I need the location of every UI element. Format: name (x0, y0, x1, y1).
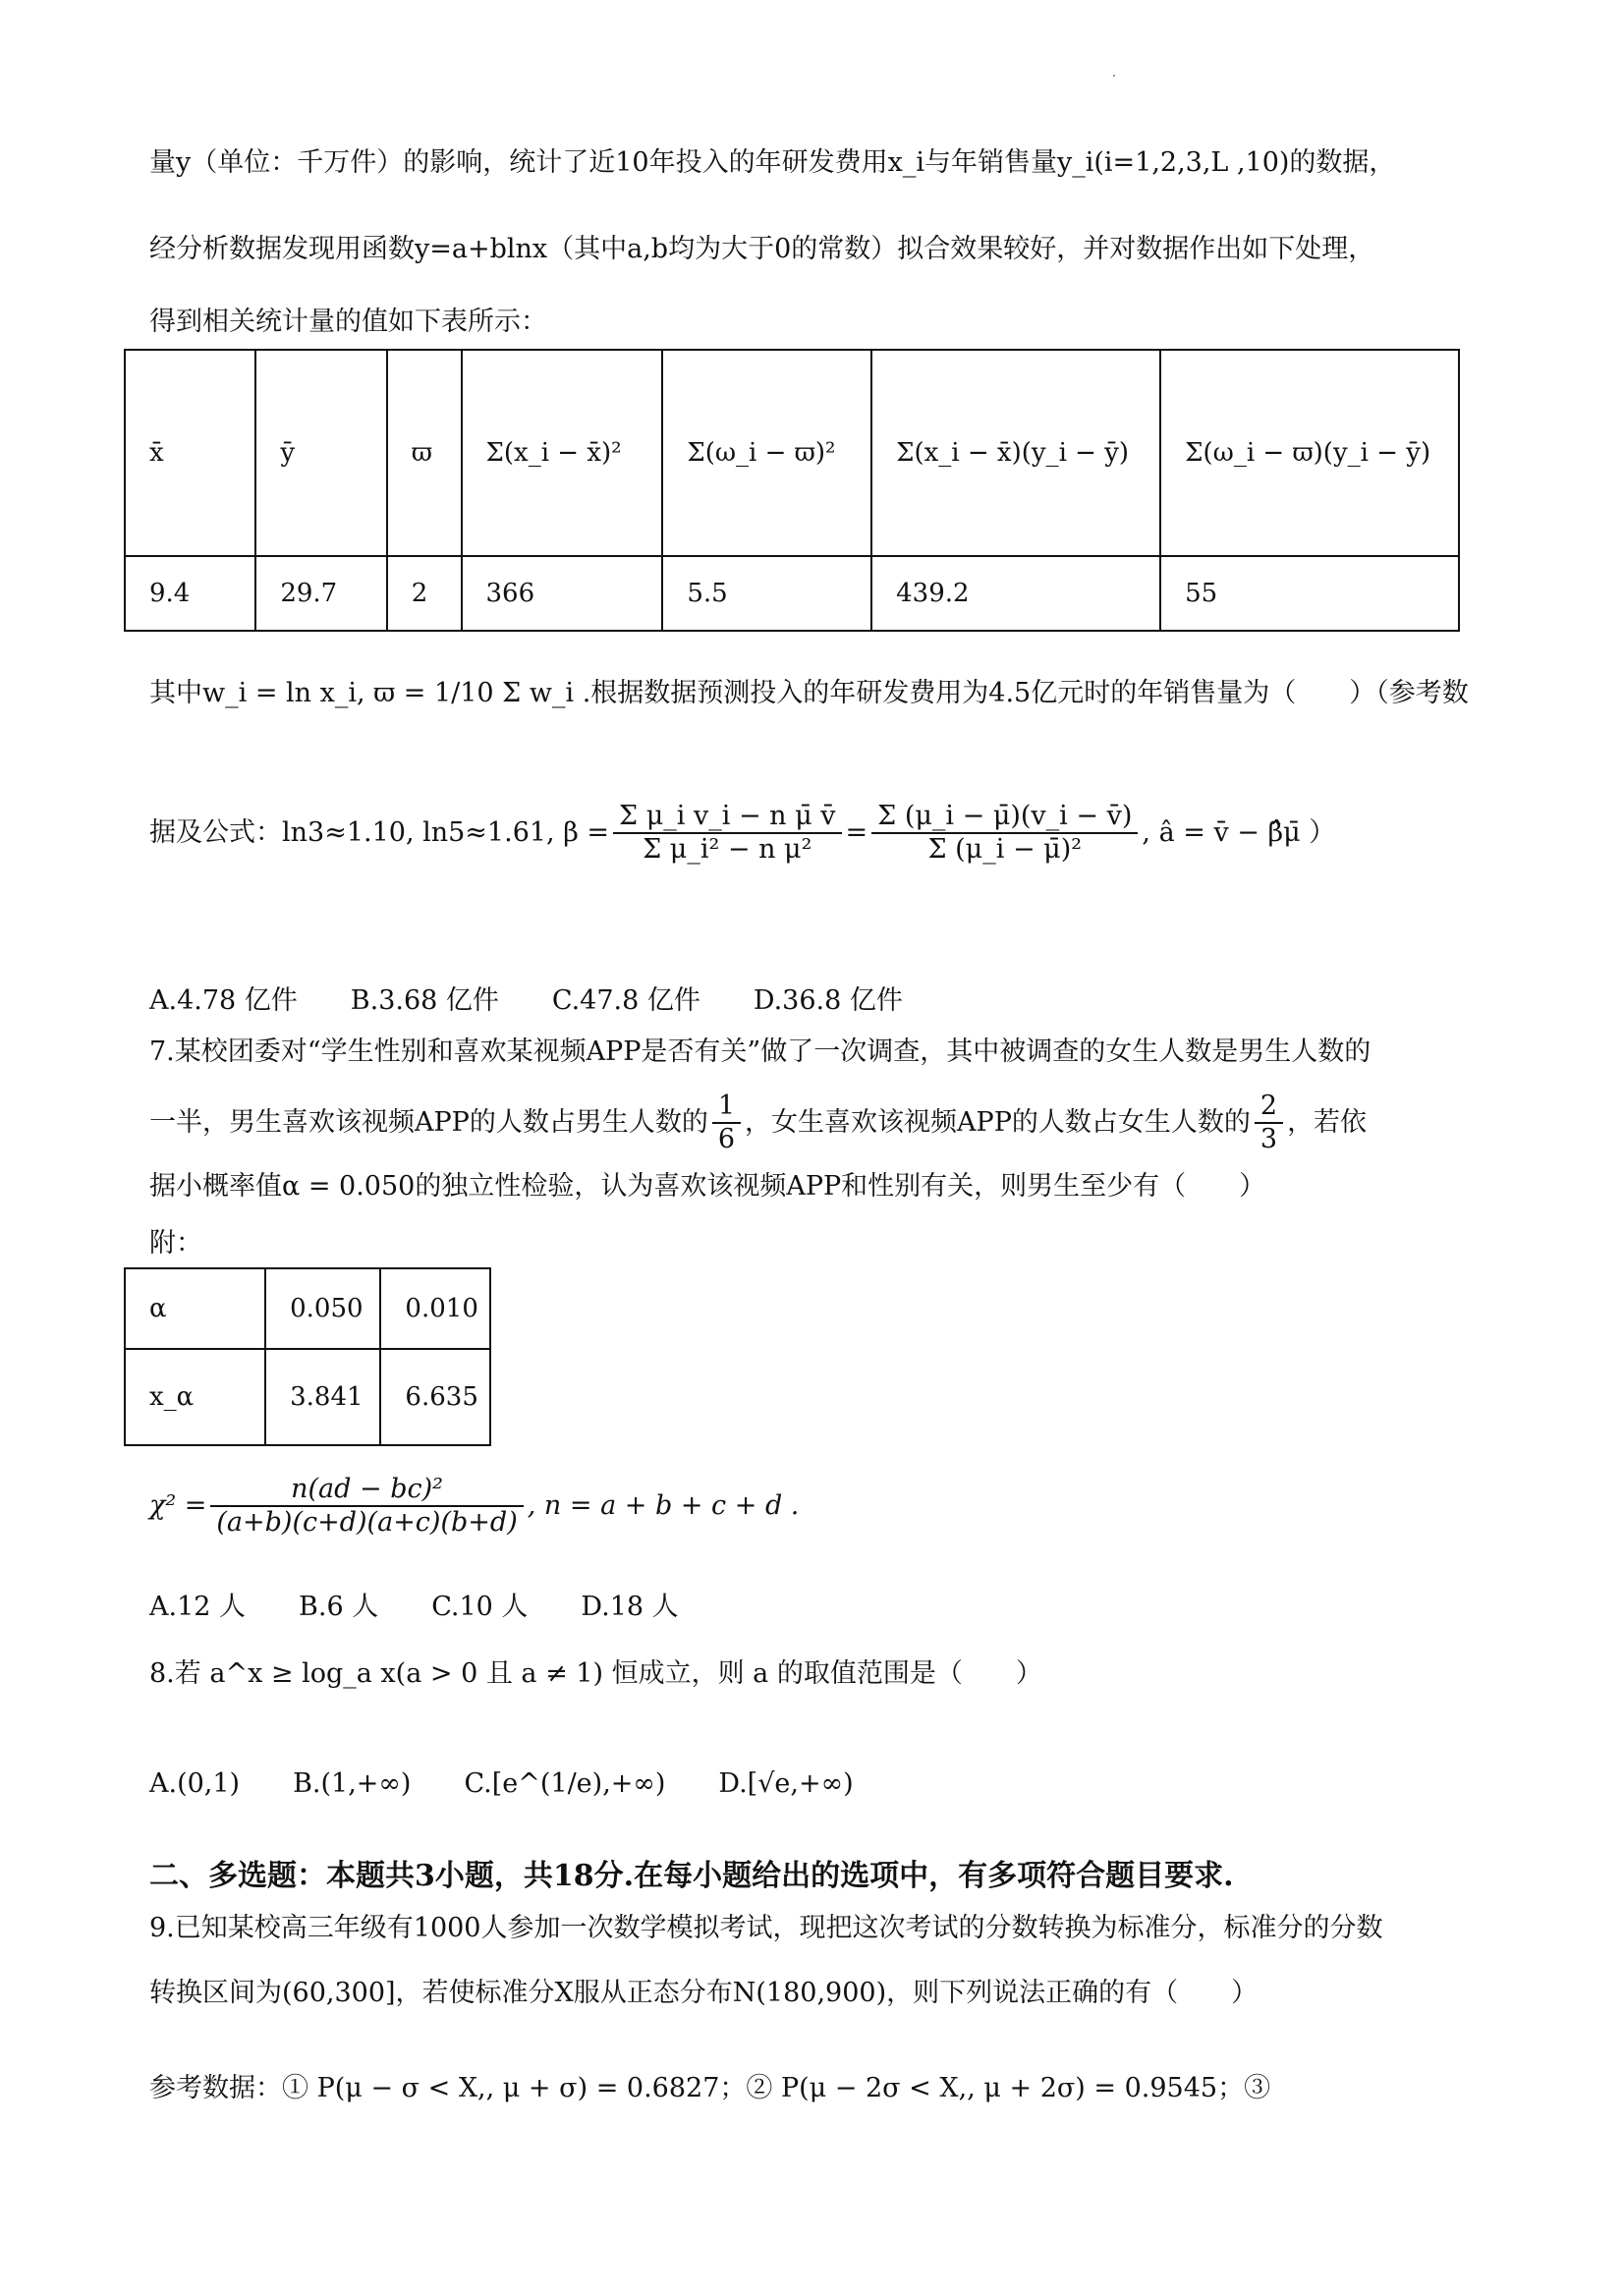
q7-line-2-a: 一半，男生喜欢该视频APP的人数占男生人数的 (149, 1107, 708, 1139)
header-sum-ww: Σ(ω_i − ϖ)² (662, 350, 871, 556)
q7-line-2-c: ，若依 (1287, 1107, 1368, 1139)
q7-options: A.12 人 B.6 人 C.10 人 D.18 人 (149, 1592, 679, 1622)
q9-line-1: 9.已知某校高三年级有1000人参加一次数学模拟考试，现把这次考试的分数转换为标准分，标准分的分数 (149, 1913, 1383, 1943)
scan-dot (1113, 75, 1115, 77)
beta-fraction-2-den: Σ (μ_i − μ̄)² (927, 834, 1083, 866)
header-y-bar: ȳ (255, 350, 386, 556)
q7-line-2 (149, 1091, 1367, 1156)
chi-square-num: n(ad − bc)² (210, 1474, 523, 1507)
beta-fraction-2-num: Σ (μ_i − μ̄)(v_i − v̄) (871, 801, 1138, 834)
alpha-row (125, 1268, 490, 1349)
beta-fraction-1-den: Σ μ_i² − n μ² (643, 834, 812, 866)
q6-options: A.4.78 亿件 B.3.68 亿件 C.47.8 亿件 D.36.8 亿件 (149, 985, 903, 1016)
q9-line-2: 转换区间为(60,300]，若使标准分X服从正态分布N(180,900)，则下列说法正确的有（ ） (149, 1978, 1259, 2008)
value-sum-ww: 5.5 (662, 556, 871, 631)
critical-value-table (124, 1267, 491, 1446)
header-x-bar: x̄ (125, 350, 255, 556)
q6-formula-line (149, 801, 1335, 867)
header-sum-wy: Σ(ω_i − ϖ)(y_i − ȳ) (1160, 350, 1459, 556)
section-2-heading: 二、多选题：本题共3小题，共18分.在每小题给出的选项中，有多项符合题目要求. (149, 1859, 1234, 1893)
chi-square-den: (a+b)(c+d)(a+c)(b+d) (216, 1507, 518, 1539)
alpha-value-1: 0.050 (265, 1268, 380, 1349)
beta-fraction-1 (613, 801, 841, 867)
q9-line-3: 参考数据：① P(μ − σ < X,, μ + σ) = 0.6827；② P(μ − 2σ < X,, μ + 2σ) = 0.9545；③ (149, 2073, 1271, 2103)
x-alpha-value-1: 3.841 (265, 1349, 380, 1445)
alpha-label: α (125, 1268, 265, 1349)
q7-line-1: 7.某校团委对“学生性别和喜欢某视频APP是否有关”做了一次调查，其中被调查的女生人数是男生人数的 (149, 1036, 1371, 1067)
formula-prefix: 据及公式：ln3≈1.10, ln5≈1.61, β = (149, 817, 610, 849)
x-alpha-label: x_α (125, 1349, 265, 1445)
header-sum-xx: Σ(x_i − x̄)² (462, 350, 663, 556)
q7-fraction-1-den: 6 (717, 1124, 736, 1155)
q7-line-2-b: ，女生喜欢该视频APP的人数占女生人数的 (745, 1107, 1251, 1139)
q7-line-3: 据小概率值α = 0.050的独立性检验，认为喜欢该视频APP和性别有关，则男生至少有（ ） (149, 1171, 1266, 1202)
q6-line-3: 得到相关统计量的值如下表所示： (149, 307, 547, 337)
q8-options: A.(0,1) B.(1,+∞) C.[e^(1/e),+∞) D.[√e,+∞) (149, 1768, 854, 1799)
equals-sign: = (845, 817, 868, 849)
stats-table-value-row (125, 556, 1459, 631)
value-sum-xx: 366 (462, 556, 663, 631)
q7-fraction-1 (712, 1091, 741, 1156)
q6-line-1: 量y（单位：千万件）的影响，统计了近10年投入的年研发费用x_i与年销售量y_i(i=1,2,3,L ,10)的数据， (149, 147, 1396, 178)
q8-line: 8.若 a^x ≥ log_a x(a > 0 且 a ≠ 1) 恒成立，则 a 的取值范围是（ ） (149, 1658, 1042, 1689)
value-sum-wy: 55 (1160, 556, 1459, 631)
value-x-bar: 9.4 (125, 556, 255, 631)
value-omega-bar: 2 (387, 556, 462, 631)
stats-table-header-row (125, 350, 1459, 556)
q7-fraction-1-num: 1 (712, 1091, 741, 1124)
alpha-value-2: 0.010 (380, 1268, 490, 1349)
header-omega-bar: ϖ (387, 350, 462, 556)
formula-suffix: , â = v̄ − β̂μ̄ ） (1142, 817, 1336, 849)
chi-square-formula (149, 1474, 799, 1540)
q6-line-4: 其中w_i = ln x_i, ϖ = 1/10 Σ w_i .根据数据预测投入的年研发费用为4.5亿元时的年销售量为（ ）（参考数 (149, 678, 1469, 708)
value-sum-xy: 439.2 (871, 556, 1160, 631)
x-alpha-row (125, 1349, 490, 1445)
beta-fraction-1-num: Σ μ_i v_i − n μ̄ v̄ (613, 801, 841, 834)
q7-fraction-2-den: 3 (1259, 1124, 1278, 1155)
q6-line-2: 经分析数据发现用函数y=a+blnx（其中a,b均为大于0的常数）拟合效果较好，并对数据作出如下处理， (149, 234, 1375, 264)
beta-fraction-2 (871, 801, 1138, 867)
q7-fraction-2-num: 2 (1255, 1091, 1283, 1124)
chi-square-label: χ² = (149, 1490, 207, 1522)
q7-appendix-label: 附： (149, 1228, 202, 1259)
q7-fraction-2 (1255, 1091, 1283, 1156)
chi-square-suffix: , n = a + b + c + d . (527, 1490, 800, 1522)
chi-square-fraction (210, 1474, 523, 1540)
stats-table (124, 349, 1460, 632)
header-sum-xy: Σ(x_i − x̄)(y_i − ȳ) (871, 350, 1160, 556)
x-alpha-value-2: 6.635 (380, 1349, 490, 1445)
value-y-bar: 29.7 (255, 556, 386, 631)
